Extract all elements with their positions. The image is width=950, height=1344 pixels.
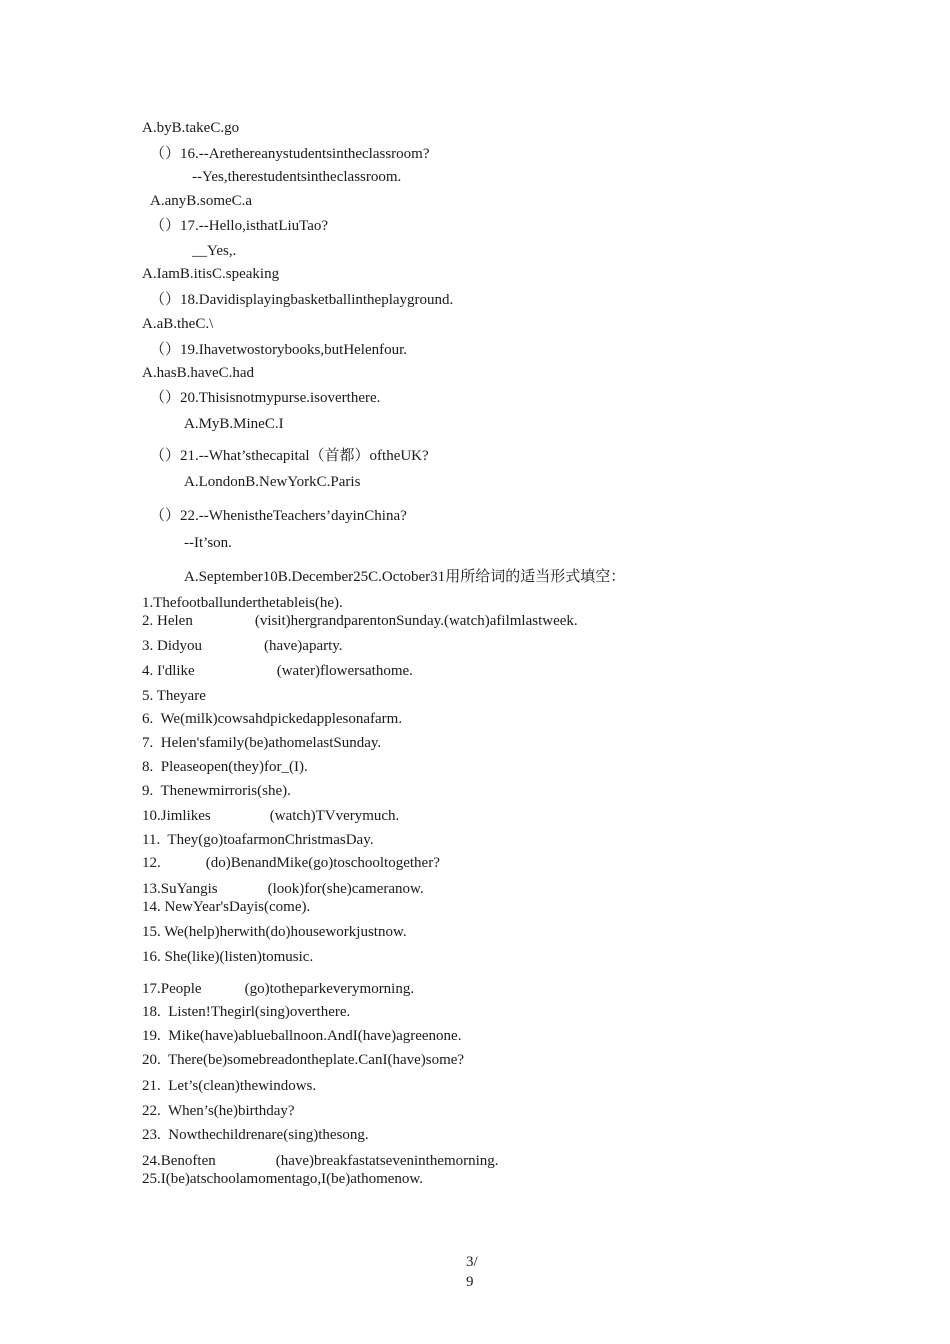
fill-item-2-prefix: 2. Helen [142, 613, 193, 629]
fill-item-17-prefix: 17.People [142, 981, 202, 997]
fill-item-24 [142, 1152, 499, 1170]
fill-item-16: 16. She(like)(listen)tomusic. [142, 949, 314, 965]
q16-answer: --Yes,therestudentsintheclassroom. [192, 169, 402, 185]
q17-stem: （）17.--Hello,isthatLiuTao? [150, 218, 329, 234]
fill-item-3-rest: (have)aparty. [264, 638, 343, 654]
fill-item-18: 18. Listen!Thegirl(sing)overthere. [142, 1004, 351, 1020]
q20-stem: （）20.Thisisnotmypurse.isoverthere. [150, 390, 381, 406]
fill-item-14: 14. NewYear'sDayis(come). [142, 899, 311, 915]
fill-item-5: 5. Theyare [142, 688, 206, 704]
q22-options-and-section-title [184, 568, 625, 586]
fill-item-10-rest: (watch)TVverymuch. [269, 808, 400, 824]
fill-item-13-rest: (look)for(she)cameranow. [267, 881, 424, 897]
fill-item-10-prefix: 10.Jimlikes [142, 808, 211, 824]
fill-item-17-rest: (go)totheparkeverymorning. [244, 981, 415, 997]
q22-answer: --It’son. [184, 535, 232, 551]
q18-options: A.aB.theC.\ [142, 316, 214, 332]
q17-answer: __Yes,. [192, 243, 237, 259]
fill-item-12-prefix: 12. [142, 855, 161, 871]
fill-item-24-prefix: 24.Benoften [142, 1153, 216, 1169]
fill-item-9: 9. Thenewmirroris(she). [142, 783, 291, 799]
q17-options: A.IamB.itisC.speaking [142, 266, 280, 282]
fill-item-13 [142, 880, 424, 898]
page-number-bottom: 9 [466, 1274, 474, 1290]
q22-options: A.September10B.December25C.October31 [184, 569, 446, 585]
q18-stem: （）18.Davidisplayingbasketballintheplayground. [150, 292, 454, 308]
fill-item-4 [142, 662, 413, 680]
q21-stem: （）21.--What’sthecapital（首都）oftheUK? [150, 448, 429, 464]
fill-item-24-rest: (have)breakfastatseveninthemorning. [275, 1153, 499, 1169]
fill-item-2 [142, 612, 578, 630]
fill-item-19: 19. Mike(have)ablueballnoon.AndI(have)agreenone. [142, 1028, 462, 1044]
fill-item-20: 20. There(be)somebreadontheplate.CanI(have)some? [142, 1052, 465, 1068]
fill-item-11: 11. They(go)toafarmonChristmasDay. [142, 832, 374, 848]
page-number-top: 3/ [466, 1254, 478, 1270]
fill-item-3-prefix: 3. Didyou [142, 638, 202, 654]
fill-item-6: 6. We(milk)cowsahdpickedapplesonafarm. [142, 711, 403, 727]
fill-item-1: 1.Thefootballunderthetableis(he). [142, 595, 343, 611]
fill-item-23: 23. Nowthechildrenare(sing)thesong. [142, 1127, 369, 1143]
q22-stem: （）22.--WhenistheTeachers’dayinChina? [150, 508, 407, 524]
fill-item-21: 21. Let’s(clean)thewindows. [142, 1078, 317, 1094]
q15-options: A.byB.takeC.go [142, 120, 240, 136]
fill-item-3 [142, 637, 343, 655]
fill-item-17 [142, 980, 414, 998]
q20-options: A.MyB.MineC.I [184, 416, 284, 432]
fill-item-7: 7. Helen'sfamily(be)athomelastSunday. [142, 735, 382, 751]
fill-item-10 [142, 807, 399, 825]
fill-item-15: 15. We(help)herwith(do)houseworkjustnow. [142, 924, 407, 940]
fill-item-8: 8. Pleaseopen(they)for_(I). [142, 759, 308, 775]
fill-item-12 [142, 854, 440, 872]
q19-stem: （）19.Ihavetwostorybooks,butHelenfour. [150, 342, 408, 358]
fill-item-13-prefix: 13.SuYangis [142, 881, 218, 897]
fill-item-2-rest: (visit)hergrandparentonSunday.(watch)afilmlastweek. [254, 613, 578, 629]
fill-item-25: 25.I(be)atschoolamomentago,I(be)athomenow. [142, 1171, 424, 1187]
fill-item-22: 22. When’s(he)birthday? [142, 1103, 295, 1119]
section-title: 用所给词的适当形式填空： [445, 569, 626, 585]
fill-item-4-rest: (water)flowersathome. [276, 663, 413, 679]
q21-options: A.LondonB.NewYorkC.Paris [184, 474, 361, 490]
fill-item-12-rest: (do)BenandMike(go)toschooltogether? [205, 855, 440, 871]
q16-stem: （）16.--Arethereanystudentsintheclassroom? [150, 146, 430, 162]
q16-options: A.anyB.someC.a [150, 193, 253, 209]
q19-options: A.hasB.haveC.had [142, 365, 255, 381]
fill-item-4-prefix: 4. I'dlike [142, 663, 195, 679]
